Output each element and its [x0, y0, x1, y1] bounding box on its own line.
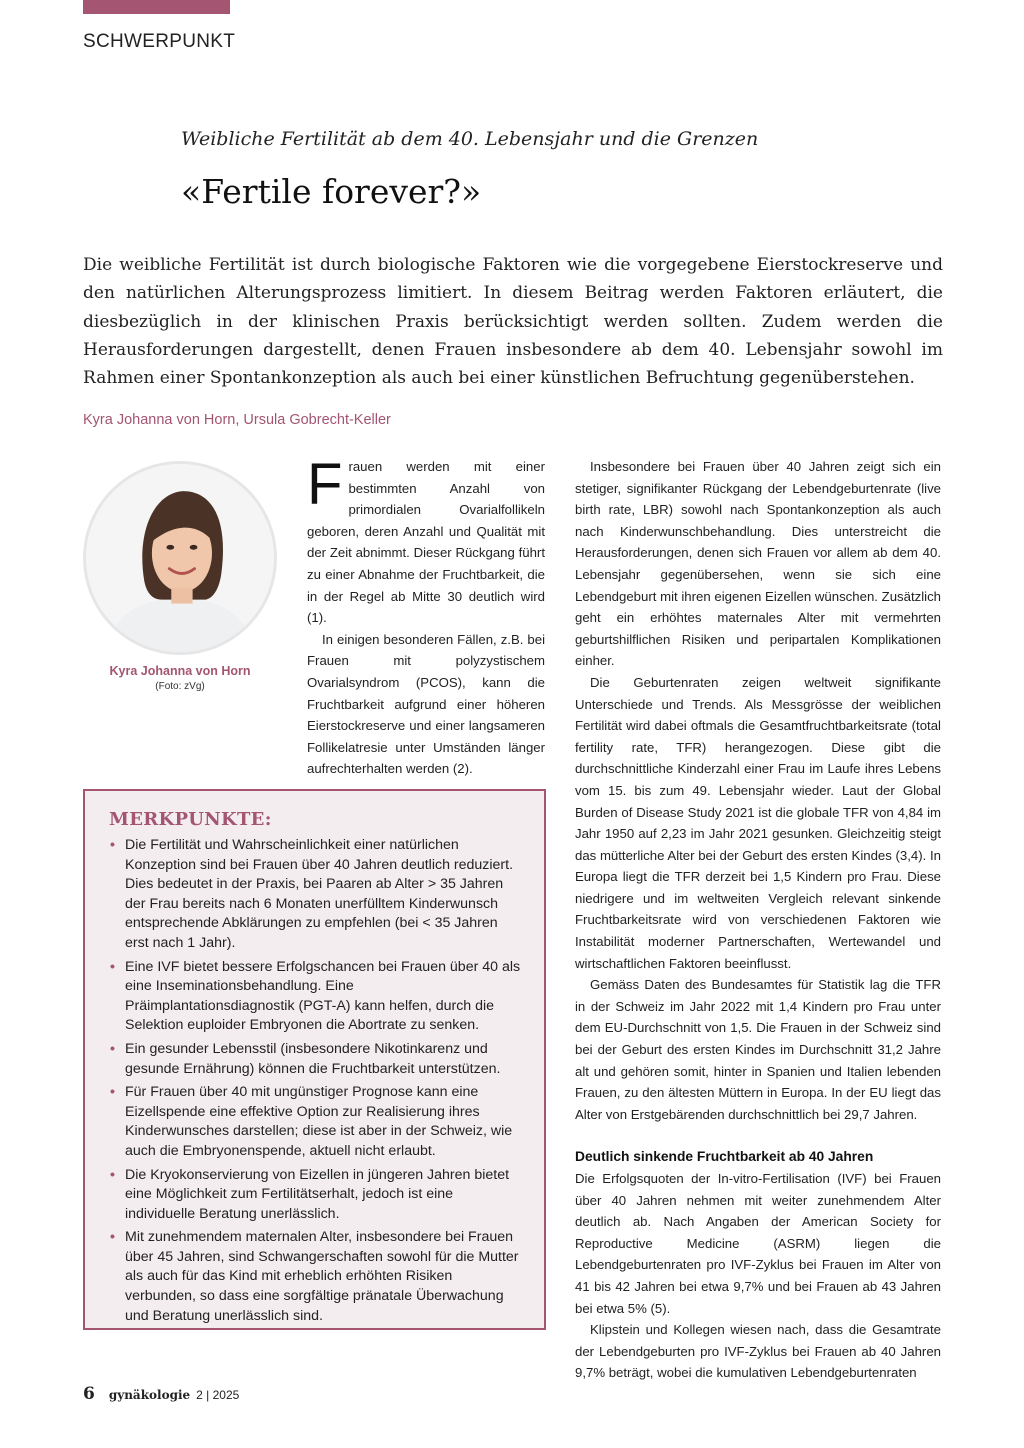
key-points-title: MERKPUNKTE:: [109, 809, 272, 830]
article-authors: Kyra Johanna von Horn, Ursula Gobrecht-Keller: [83, 412, 391, 428]
article-title: «Fertile forever?»: [181, 172, 482, 211]
author-photo: [83, 461, 277, 655]
key-point-item: [109, 958, 522, 1036]
paragraph: Die Erfolgsquoten der In-vitro-Fertilisation (IVF) bei Frauen über 40 Jahren nehmen mit weiter zunehmendem Alter deutlich ab. Nach Angaben der American Society for Reproductive Medicine (ASRM) liegen die Lebendgeburtenraten pro IVF-Zyklus bei Frauen im Alter von 41 bis 42 Jahren bei etwa 9,7% und bei Frauen ab 43 Jahren bei etwa 5% (5).: [575, 1171, 941, 1316]
paragraph: [307, 452, 545, 629]
page-footer: [83, 1384, 239, 1404]
issue-number: 2 | 2025: [196, 1388, 240, 1402]
key-points-list: [109, 836, 522, 1326]
article-kicker: Weibliche Fertilität ab dem 40. Lebensjahr und die Grenzen: [181, 128, 759, 150]
text-column-right: [575, 456, 941, 1384]
key-point-text: Eine IVF bietet bessere Erfolgschancen bei Frauen über 40 als eine Inseminationsbehandlung. Eine Präimplantationsdiagnostik (PGT-A) kann helfen, durch die Selektion euploider Embryonen die Abortrate zu senken.: [125, 958, 521, 1034]
paragraph: Die Geburtenraten zeigen weltweit signifikante Unterschiede und Trends. Als Messgrösse der weiblichen Fertilität wird dabei oftmals die Gesamtfruchtbarkeitsrate (total fertility rate, TFR) herangezogen. Diese gibt die durchschnittliche Kinderzahl einer Frau im Laufe ihres Lebens vom 15. bis zum 49. Lebensjahr wieder. Laut der Global Burden of Disease Study 2021 ist die globale TFR von 4,84 im Jahr 1950 auf 2,23 im Jahr 2021 gesunken. Gleichzeitig steigt das mütterliche Alter bei der Geburt des ersten Kindes (3,4). In Europa liegt die TFR derzeit bei 1,5 Kindern pro Frau. Diese niedrigere und im weltweiten Vergleich relevant sinkende Fruchtbarkeitsrate wird von verschiedenen Faktoren wie Instabilität moderner Partnerschaften, Wertewandel und wirtschaftlichen Faktoren beeinflusst.: [575, 674, 941, 971]
bullet-icon: •: [110, 1084, 115, 1101]
bullet-icon: •: [110, 837, 115, 853]
page-number: 6: [83, 1384, 95, 1404]
key-point-text: Ein gesunder Lebensstil (insbesondere Nikotinkarenz und gesunde Ernährung) können die Fruchtbarkeit unterstützen.: [125, 1040, 501, 1077]
key-point-item: [109, 1228, 522, 1326]
photo-credit: (Foto: zVg): [155, 681, 205, 692]
key-point-item: [109, 1083, 522, 1161]
key-point-item: [109, 1040, 522, 1079]
photo-caption-name: Kyra Johanna von Horn: [109, 664, 251, 678]
section-label: SCHWERPUNKT: [83, 31, 236, 52]
section-color-bar: [83, 0, 230, 14]
key-points-box: [83, 789, 546, 1330]
bullet-icon: •: [110, 1040, 115, 1057]
paragraph-text: rauen werden mit einer bestimmten Anzahl von primordialen Ovarialfollikeln geboren, deren Anzahl und Qualität mit der Zeit abnimmt. Dieser Rückgang führt zu einer Abnahme der Fruchtbarkeit, die in der Regel ab Mitte 30 deutlich wird (1).: [307, 459, 545, 626]
text-column-middle: [307, 452, 545, 780]
paragraph: In einigen besonderen Fällen, z.B. bei Frauen mit polyzystischem Ovarialsyndrom (PCOS), kann die Fruchtbarkeit aufgrund einer höheren Eierstockreserve und einer langsameren Follikelatresie unter Umständen länger aufrechterhalten werden (2).: [307, 631, 545, 777]
drop-cap: F: [307, 452, 343, 517]
author-portrait-image: [86, 464, 274, 652]
article-lead: Die weibliche Fertilität ist durch biologische Faktoren wie die vorgegebene Eierstockreserve und den natürlichen Alterungsprozess limitiert. In diesem Beitrag werden Faktoren erläutert, die diesbezüglich in der klinischen Praxis berücksichtigt werden sollten. Zudem werden die Herausforderungen dargestellt, denen Frauen insbesondere ab dem 40. Lebensjahr sowohl im Rahmen einer Spontankonzeption als auch bei einer künstlichen Befruchtung gegenüberstehen.: [83, 255, 943, 389]
bullet-icon: •: [110, 1166, 115, 1183]
key-point-item: [109, 836, 522, 954]
key-point-text: Für Frauen über 40 mit ungünstiger Prognose kann eine Eizellspende eine effektive Option zur Realisierung ihres Kinderwunsches darstellen; diese ist aber in der Schweiz, wie auch die Embryonenspende, aktuell nicht erlaubt.: [125, 1084, 513, 1159]
key-point-item: [109, 1166, 522, 1225]
key-point-text: Mit zunehmendem maternalen Alter, insbesondere bei Frauen über 45 Jahren, sind Schwangerschaften sowohl für die Mutter als auch für das Kind mit erheblich erhöhten Risiken verbunden, so dass eine sorgfältige pränatale Überwachung und Beratung unerlässlich sind.: [125, 1229, 519, 1324]
paragraph: Klipstein und Kollegen wiesen nach, dass die Gesamtrate der Lebendgeburten pro IVF-Zyklus bei Frauen ab 40 Jahren 9,7% beträgt, wobei die kumulativen Lebendgeburtenraten: [575, 1322, 941, 1381]
paragraph: Insbesondere bei Frauen über 40 Jahren zeigt sich ein stetiger, signifikanter Rückgang der Lebendgeburtenrate (live birth rate, LBR) sowohl nach Spontankonzeption als auch nach Kinderwunschbehandlung. Dies unterstreicht die Herausforderungen, denen sich Frauen vor allem ab dem 40. Lebensjahr gegenübersehen, wenn sie sich eine Lebendgeburt mit ihren eigenen Eizellen wünschen. Zusätzlich geht ein erhöhtes maternales Alter mit vermehrten geburtshilflichen Risiken und peripartalen Komplikationen einher.: [575, 459, 941, 669]
magazine-name: gynäkologie: [108, 1388, 191, 1402]
bullet-icon: •: [110, 958, 115, 975]
paragraph: Gemäss Daten des Bundesamtes für Statistik lag die TFR in der Schweiz im Jahr 2022 mit 1,4 Kindern pro Frau unter dem EU-Durchschnitt von 1,5. Die Frauen in der Schweiz sind bei der Geburt des ersten Kindes im Durchschnitt 31,2 Jahre alt und gehören somit, hinter in Spanien und Italien lebenden Frauen, zu den ältesten Müttern in Europa. In der EU liegt das Alter von Erstgebärenden durchschnittlich bei 29,7 Jahren.: [575, 977, 941, 1122]
section-heading: Deutlich sinkende Fruchtbarkeit ab 40 Jahren: [575, 1149, 874, 1165]
key-point-text: Die Fertilität und Wahrscheinlichkeit einer natürlichen Konzeption sind bei Frauen über 40 Jahren deutlich reduziert. Dies bedeutet in der Praxis, bei Paaren ab Alter > 35 Jahren der Frau bereits nach 6 Monaten unerfülltem Kinderwunsch entsprechende Abklärungen zu empfehlen (bei < 35 Jahren erst nach 1 Jahr).: [125, 837, 514, 951]
key-point-text: Die Kryokonservierung von Eizellen in jüngeren Jahren bietet eine Möglichkeit zum Fertilitätserhalt, jedoch ist eine individuelle Beratung unerlässlich.: [125, 1166, 510, 1222]
bullet-icon: •: [110, 1229, 115, 1246]
